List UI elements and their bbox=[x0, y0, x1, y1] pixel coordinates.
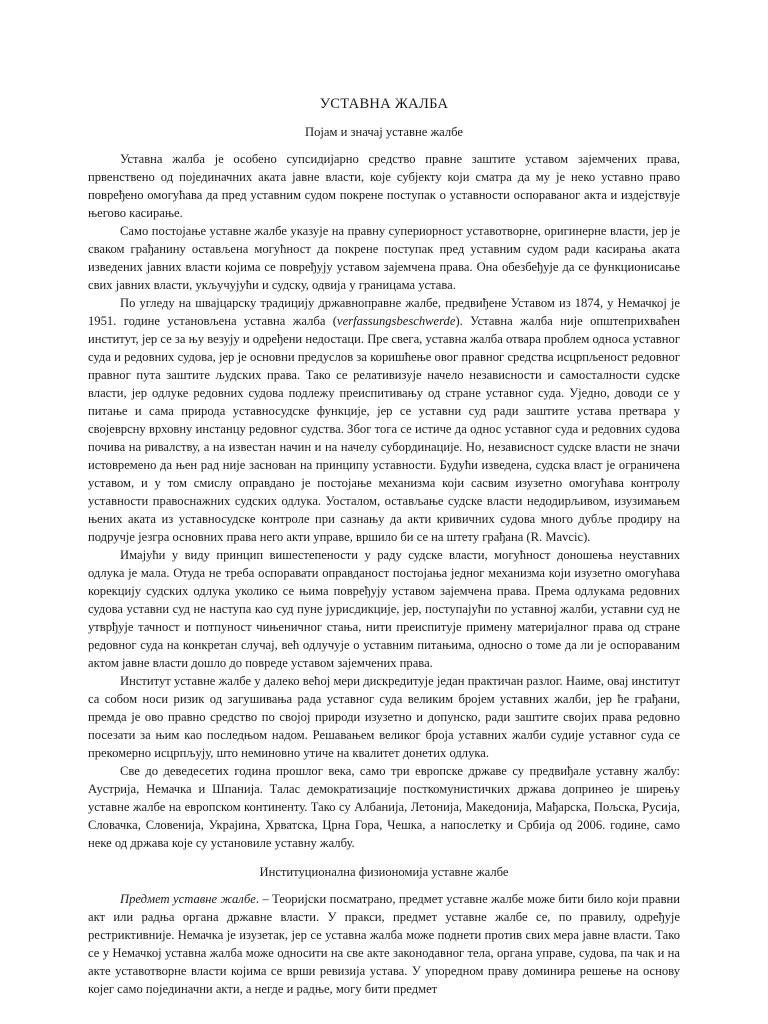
paragraph-3-text-before: По угледу на швајцарску традицију државноправне жалбе, предвиђене Уставом из 1874, у Немачкој је 1951. године установљена уставна жалба ( bbox=[88, 296, 680, 328]
document-title: УСТАВНА ЖАЛБА bbox=[319, 96, 449, 112]
section-paragraph bbox=[88, 890, 680, 998]
paragraph-1: Уставна жалба је особено супсидијарно средство правне заштите уставом зајемчених права, првенствено од појединачних аката јавне власти, које субјекту који сматра да му је неко уставно право повређено омогућава да пред уставним судом покрене поступак о уставности оспораваног акта и издејствује његово касирање. bbox=[88, 152, 680, 220]
paragraph-3-text-after: ). Уставна жалба није општеприхваћен институт, јер се за њу везују и одређени недостаци. Пре свега, уставна жалба отвара проблем односа уставног суда и редовних судова, јер је основни предуслов за коришћење овог правног средства исцрпљеност редовног правног пута заштите људских права. Тако се релативизује начело независности и самосталности судске власти, јер одлуке редовних судова подлежу преиспитивању од стране уставног суда. Уједно, доводи се у питање и сама природа уставносудске функције, јер се уставни суд ради заштите устава претвара у својеврсну врховну инстанцу редовног судства. Због тога се истиче да однос уставног суда и редовних судова почива на ривалству, а на известан начин и на начелу субординације. Но, независност судске власти не значи истовремено да њен рад није заснован на принципу уставности. Будући изведена, судска власт је ограничена уставом, и у том смислу оправдано је постојање механизма који сасвим изузетно омогућава контролу уставности правоснажних судских одлука. Уосталом, остављање судске власти недодирљивом, изузимањем њених аката из уставносудске контроле при сазнању да акти кривичних судова много дубље продиру на подручје језгра основних права него акти управе, вршило би се на штету грађана (R. Mavcic). bbox=[88, 314, 680, 544]
paragraph-5: Институт уставне жалбе у далеко већој мери дискредитује један практичан разлог. Наиме, овај институт са собом носи ризик од загушивања рада уставног суда великим бројем уставних жалби, јер ће грађани, премда је ово правно средство по својој природи изузетно и допунско, ради заштите својих права редовно посезати за њим као последњом надом. Решавањем великог броја уставних жалби судије уставног суда се прекомерно исцрпљују, што неминовно утиче на квалитет донетих одлука. bbox=[88, 674, 680, 760]
paragraph-6: Све до деведесетих година прошлог века, само три европске државе су предвиђале уставну жалбу: Аустрија, Немачка и Шпанија. Талас демократизације посткомунистичких држава допринео је ширењу уставне жалбе на европском континенту. Тако су Албанија, Летонија, Македонија, Мађарска, Пољска, Русија, Словачка, Словенија, Украјина, Хрватска, Црна Гора, Чешка, а напослетку и Србија од 2006. године, само неке од држава које су установиле уставну жалбу. bbox=[88, 764, 680, 850]
section-heading: Институционална физиономија уставне жалбе bbox=[259, 865, 509, 879]
section-paragraph-text: . – Теоријски посматрано, предмет уставне жалбе може бити било који правни акт или радња органа државне власти. У пракси, предмет уставне жалбе се, по правилу, одређује рестриктивније. Немачка је изузетак, јер се уставна жалба може поднети против свих мера јавне власти. Тако се у Немачкој уставна жалба може односити на све акте законодавног тела, органа управе, судова, па чак и на акте уставотворне власти којима се врши ревизија устава. У упоредном праву доминира решење на основу којег само појединачни акти, а негде и радње, могу бити предмет bbox=[88, 892, 680, 996]
section-paragraph-italic-lead: Предмет уставне жалбе bbox=[120, 892, 256, 906]
document-subtitle: Појам и значај уставне жалбе bbox=[305, 125, 463, 139]
paragraph-3 bbox=[88, 294, 680, 546]
paragraph-2: Само постојање уставне жалбе указује на правну супериорност уставотворне, оригинерне власти, јер је сваком грађанину остављена могућност да покрене поступак пред уставним судом ради касирања аката изведених јавних власти којима се повређују уставом зајемчена права. Она обезбеђује да се функционисање свих јавних власти, укључујући и судску, одвија у границама устава. bbox=[88, 224, 680, 292]
document-page bbox=[88, 95, 680, 998]
paragraph-4: Имајући у виду принцип вишестепености у раду судске власти, могућност доношења неуставних одлука је мала. Отуда не треба оспоравати оправданост постојања једног механизма који изузетно омогућава корекцију судских одлука уколико се њима повређују уставом зајемчена права. Према одлукама редовних судова уставни суд не наступа као суд пуне јурисдикције, јер, поступајући по уставној жалби, уставни суд не утврђује тачност и потпуност чињеничног стања, нити преиспитује примену материјалног права од стране редовног суда на конкретан случај, већ одлучује о уставним питањима, односно о томе да ли је оспораваним актом јавне власти дошло до повреде уставом зајемчених права. bbox=[88, 548, 680, 670]
paragraph-3-italic-term: verfassungsbeschwerde bbox=[336, 314, 456, 328]
